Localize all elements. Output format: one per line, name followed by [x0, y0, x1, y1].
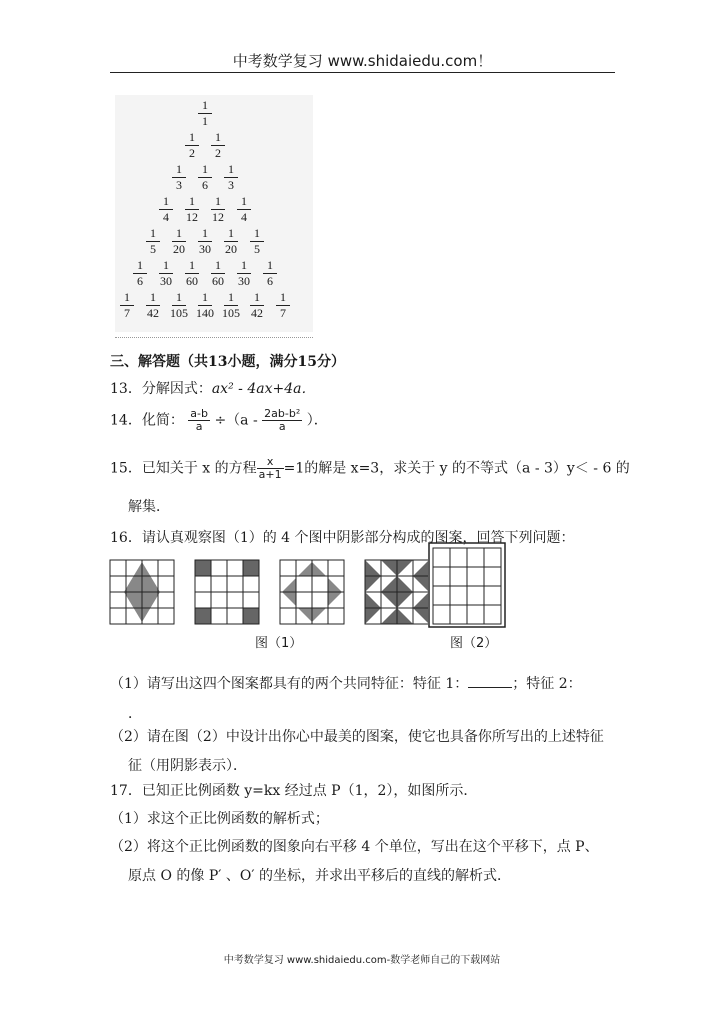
q15-fraction: $\frac{x}{a+1}$	[258, 455, 282, 481]
fraction-r6-c2: 1 30	[160, 258, 172, 288]
q14-fraction-2: $\frac{\text{2ab-b²}}{a}$	[264, 407, 301, 433]
q14-prefix: 14．化简：	[110, 412, 184, 429]
fraction-r2-c2: 1 2	[203, 131, 233, 160]
question-13	[110, 378, 315, 398]
q16-sub1-text: （1）请写出这四个图案都具有的两个共同特征：特征 1：	[110, 676, 469, 692]
q15-suffix: =1的解是 x=3，求关于 y 的不等式（a - 3）y＜ - 6 的	[283, 460, 630, 477]
pattern-corners	[195, 560, 259, 624]
fraction-r7-c5: 1 105	[222, 290, 240, 320]
fraction-r5-c1: 1 5	[138, 227, 168, 256]
question-16: 16．请认真观察图（1）的 4 个图中阴影部分构成的图案，回答下列问题：	[110, 530, 575, 546]
figure-2-grid	[428, 542, 506, 628]
q16-sub1-text-2: ；特征 2：	[512, 676, 582, 692]
fraction-r6-c1: 1 6	[125, 259, 155, 288]
answer-blank-1[interactable]	[468, 675, 512, 688]
fraction-r7-c2: 1 42	[147, 290, 159, 320]
fraction-r4-c1: 1 4	[151, 195, 181, 224]
fraction-r5-c3: 1 30	[199, 226, 211, 256]
question-14	[110, 408, 328, 433]
pattern-triangles	[365, 560, 428, 624]
q14-mid: ÷（a -	[214, 412, 258, 429]
question-15	[110, 456, 630, 481]
q16-sub2: （2）请在图（2）中设计出你心中最美的图案，使它也具备你所写出的上述特征	[110, 729, 604, 745]
fraction-r3-c1: 1 3	[164, 163, 194, 192]
fraction-r3-c3: 1 3	[216, 163, 246, 192]
q15-prefix: 15．已知关于 x 的方程	[110, 460, 257, 477]
fraction-r1-c1: 1 1	[190, 99, 220, 128]
q13-expr: ax² - 4ax+4a．	[211, 381, 316, 397]
fraction-r7-c6: 1 42	[251, 290, 263, 320]
q16-sub2-line2: 征（用阴影表示）．	[128, 758, 247, 774]
header-divider	[110, 72, 615, 73]
fraction-r6-c5: 1 30	[238, 258, 250, 288]
fraction-r4-c3: 1 12	[212, 194, 224, 224]
fraction-r7-c7: 1 7	[268, 291, 298, 320]
page-header: 中考数学复习 www.shidaiedu.com！	[232, 52, 493, 70]
section-title: 三、解答题（共13小题，满分15分）	[110, 354, 345, 370]
fraction-r5-c2: 1 20	[173, 226, 185, 256]
fraction-r5-c5: 1 5	[242, 227, 272, 256]
figure-2-caption: 图（2）	[450, 636, 498, 651]
fraction-r6-c6: 1 6	[255, 259, 285, 288]
question-17: 17．已知正比例函数 y=kx 经过点 P（1，2），如图所示．	[110, 783, 478, 799]
pattern-frame	[280, 560, 344, 624]
fraction-r5-c4: 1 20	[225, 226, 237, 256]
q17-sub2: （2）将这个正比例函数的图象向右平移 4 个单位，写出在这个平移下，点 P、	[110, 839, 599, 855]
figure-1-caption: 图（1）	[255, 636, 303, 651]
fraction-r3-c2: 1 6	[190, 163, 220, 192]
q15-line2: 解集．	[128, 499, 170, 515]
fraction-r4-c4: 1 4	[229, 195, 259, 224]
fraction-r7-c3: 1 105	[170, 290, 188, 320]
figure-divider	[115, 337, 313, 338]
q13-prefix: 13．分解因式：	[110, 381, 212, 397]
q17-sub2-line2: 原点 O 的像 P′ 、O′ 的坐标，并求出平移后的直线的解析式．	[128, 868, 511, 884]
q17-sub1: （1）求这个正比例函数的解析式；	[110, 811, 329, 827]
fraction-r6-c4: 1 60	[212, 258, 224, 288]
fraction-r7-c4: 1 140	[196, 290, 214, 320]
q14-suffix: ）．	[306, 412, 328, 429]
q16-sub1	[110, 673, 582, 693]
fraction-r6-c3: 1 60	[186, 258, 198, 288]
fraction-r7-c1: 1 7	[112, 291, 142, 320]
fraction-r2-c1: 1 2	[177, 131, 207, 160]
fraction-r4-c2: 1 12	[186, 194, 198, 224]
q16-sub1-end: ．	[128, 706, 142, 722]
figure-1-patterns	[108, 558, 428, 628]
pattern-diamond	[110, 560, 174, 624]
q14-fraction-1: $\frac{a-b}{a}$	[190, 407, 208, 433]
page-footer: 中考数学复习 www.shidaiedu.com-数学老师自己的下载网站	[223, 955, 501, 966]
fraction-triangle	[115, 95, 313, 332]
